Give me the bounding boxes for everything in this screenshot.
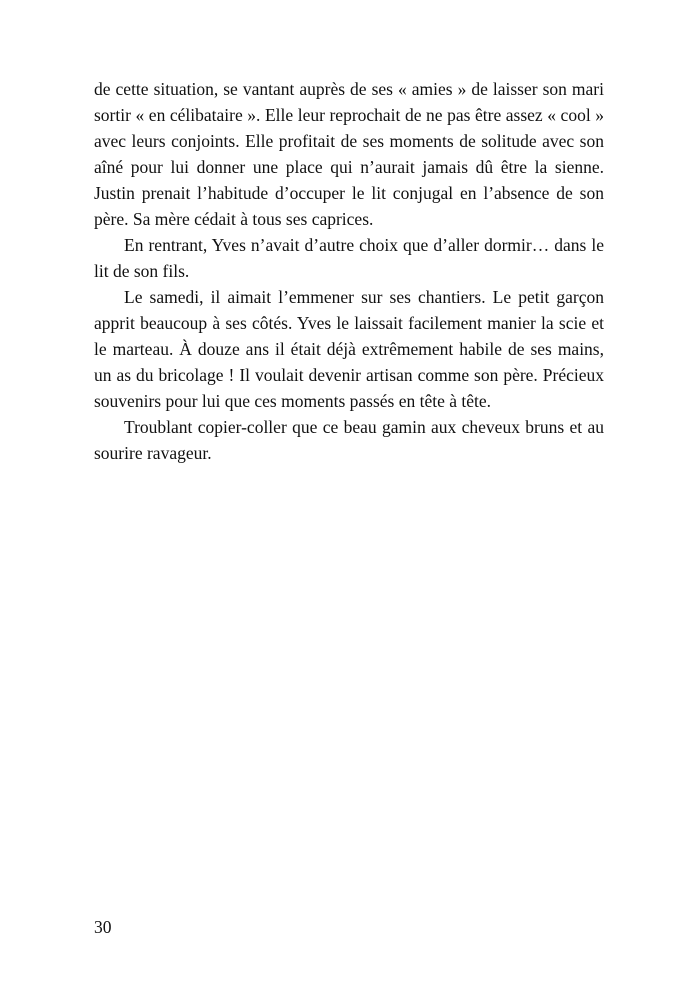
page-number: 30 — [94, 917, 112, 937]
paragraph-3: Le samedi, il aimait l’emmener sur ses chantiers. Le petit garçon apprit beaucoup à ses côtés. Yves le laissait facilement manier la scie et le marteau. À douze ans il était déjà extrêmement habile de ses mains, un as du bricolage ! Il voulait devenir artisan comme son père. Précieux souvenirs pour lui que ces moments passés en tête à tête. — [94, 287, 604, 411]
paragraph-4: Troublant copier-coller que ce beau gamin aux cheveux bruns et au sourire ravageur. — [94, 417, 604, 463]
body-text — [94, 76, 604, 466]
paragraph-2: En rentrant, Yves n’avait d’autre choix que d’aller dormir… dans le lit de son fils. — [94, 235, 604, 281]
paragraph-1: de cette situation, se vantant auprès de ses « amies » de laisser son mari sortir « en célibataire ». Elle leur reprochait de ne pas être assez « cool » avec leurs conjoints. Elle profitait de ses moments de solitude avec son aîné pour lui donner une place qui n’aurait jamais dû être la sienne. Justin prenait l’habitude d’occuper le lit conjugal en l’absence de son père. Sa mère cédait à tous ses caprices. — [94, 79, 604, 229]
